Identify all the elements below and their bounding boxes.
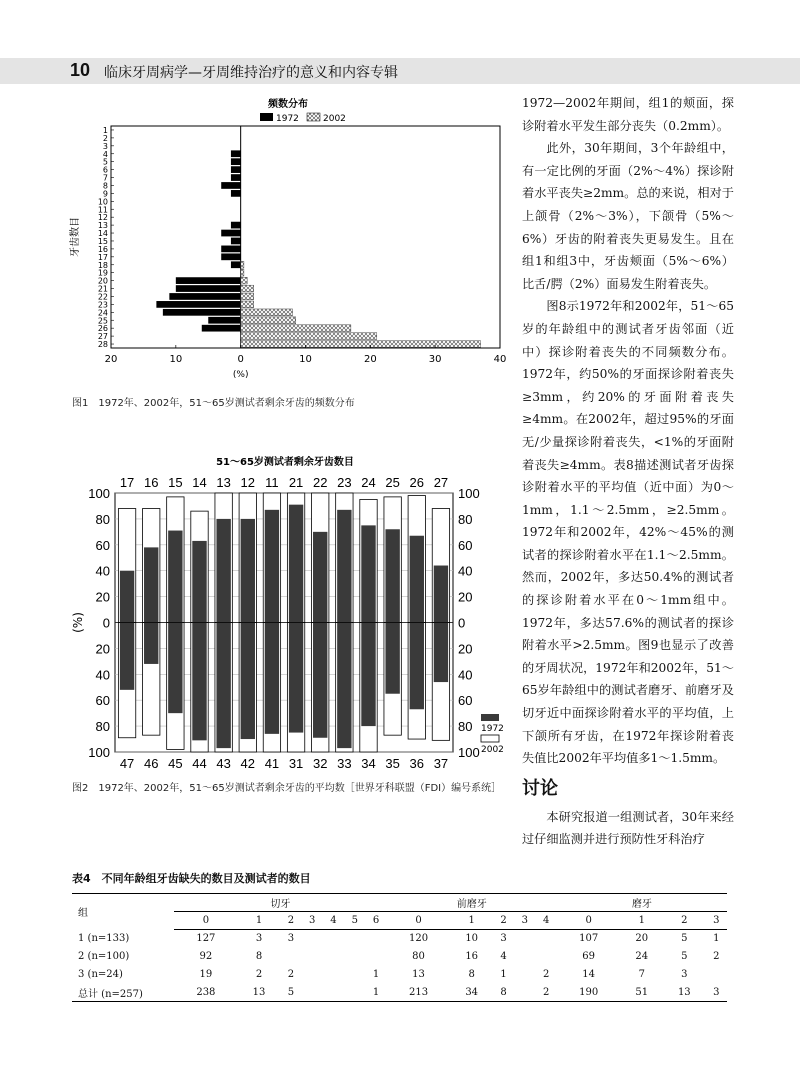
table-cell xyxy=(536,930,557,948)
fig1-bar-1972 xyxy=(208,317,240,324)
fig2-bottom-tooth-label: 31 xyxy=(288,756,304,771)
table-cell: 13 xyxy=(412,969,425,980)
fig2-top-tooth-label: 21 xyxy=(288,475,304,490)
figure2-caption: 图2 1972年、2002年，51～65岁测试者剩余牙齿的平均数［世界牙科联盟（FDI）编号系统］ xyxy=(72,783,502,794)
fig1-bar-1972 xyxy=(176,285,241,292)
fig2-ytick-label-left: 40 xyxy=(95,667,110,683)
fig1-ytick-label: 3 xyxy=(102,141,108,151)
fig1-ytick-label: 14 xyxy=(97,229,108,239)
fig1-ytick-label: 26 xyxy=(97,324,108,334)
table-header-row xyxy=(72,894,727,912)
fig2-bar-1972-lower xyxy=(144,623,158,664)
fig2-top-tooth-label: 27 xyxy=(433,475,449,490)
table-cell: 13 xyxy=(238,984,281,1002)
fig2-bar-1972-lower xyxy=(216,623,230,749)
fig2-bottom-tooth-label: 41 xyxy=(264,756,280,771)
fig2-ytick-label-right: 60 xyxy=(458,537,473,553)
fig1-bar-1972 xyxy=(231,238,241,245)
column-subheader: 4 xyxy=(536,912,557,930)
paragraph-1: 1972—2002年期间，组1的颊面，探诊附着水平发生部分丧失（0.2mm）。 xyxy=(522,96,734,133)
fig1-ytick-label: 13 xyxy=(97,221,108,231)
table-cell xyxy=(302,984,323,1002)
column-subheader: 2 xyxy=(280,912,301,930)
fig2-legend-swatch-1972 xyxy=(481,714,499,721)
running-header xyxy=(0,58,800,84)
fig2-top-tooth-label: 24 xyxy=(361,475,376,490)
fig1-ytick-label: 24 xyxy=(97,308,108,318)
table-row xyxy=(72,966,727,984)
fig2-top-tooth-label: 22 xyxy=(312,475,328,490)
fig2-top-tooth-label: 25 xyxy=(385,475,400,490)
fig1-ytick-label: 19 xyxy=(97,268,108,278)
fig2-ytick-label-left: 20 xyxy=(95,589,110,605)
row-label: 总计 (n=257) xyxy=(72,984,174,1002)
fig2-bar-1972-upper xyxy=(410,536,424,623)
fig1-bar-1972 xyxy=(231,190,241,197)
body-text-column xyxy=(522,92,734,851)
fig2-bottom-tooth-label: 32 xyxy=(312,756,328,771)
fig2-ytick-label-right: 80 xyxy=(458,511,473,527)
fig1-bar-1972 xyxy=(169,293,240,300)
fig1-bar-2002 xyxy=(241,341,481,348)
table-cell: 5 xyxy=(681,933,688,945)
table-cell: 5 xyxy=(280,984,301,1002)
column-subheader: 4 xyxy=(323,912,344,930)
fig1-ylabel: 牙齿数目 xyxy=(70,217,81,257)
fig1-bar-1972 xyxy=(176,277,241,284)
fig1-ytick-label: 17 xyxy=(97,252,108,262)
table-cell: 8 xyxy=(468,969,475,980)
fig1-ytick-label: 2 xyxy=(102,133,108,143)
fig2-bar-1972-upper xyxy=(361,525,375,622)
column-subheader: 0 xyxy=(387,912,451,930)
fig1-ytick-label: 5 xyxy=(102,157,108,167)
table-cell xyxy=(344,984,365,1002)
column-subheader: 3 xyxy=(514,912,535,930)
table-cell: 107 xyxy=(579,933,599,945)
table-cell: 34 xyxy=(450,984,493,1002)
fig2-top-tooth-label: 14 xyxy=(192,475,207,490)
table-cell: 80 xyxy=(412,951,425,962)
table-cell xyxy=(514,948,535,966)
table-cell: 120 xyxy=(409,933,429,945)
table-cell: 3 xyxy=(500,933,507,945)
fig2-ytick-label-left: 100 xyxy=(88,486,110,501)
fig2-bar-1972-upper xyxy=(168,531,182,623)
fig2-ytick-label-right: 20 xyxy=(458,641,473,657)
table-cell: 19 xyxy=(199,969,213,980)
fig2-bar-1972-upper xyxy=(120,571,134,623)
fig1-bar-1972 xyxy=(202,325,241,332)
fig2-bar-1972-lower xyxy=(265,623,279,734)
table4 xyxy=(72,893,727,1002)
table-cell: 3 xyxy=(287,933,295,945)
fig1-bar-1972 xyxy=(231,166,241,173)
fig2-ytick-label-right: 20 xyxy=(458,589,473,605)
fig1-ytick-label: 25 xyxy=(97,316,108,326)
fig2-bottom-tooth-label: 37 xyxy=(433,756,449,771)
table-cell: 8 xyxy=(255,951,263,962)
fig2-ytick-label-left: 0 xyxy=(102,615,110,631)
column-subheader: 2 xyxy=(493,912,514,930)
fig2-top-tooth-label: 13 xyxy=(216,475,231,490)
fig2-top-tooth-label: 11 xyxy=(265,475,279,490)
fig1-bar-1972 xyxy=(156,301,240,308)
table-cell: 2 xyxy=(536,984,557,1002)
table-cell: 1 xyxy=(372,969,380,980)
fig1-ytick-label: 11 xyxy=(97,205,108,215)
fig1-xtick-label: 0 xyxy=(237,354,244,365)
table-cell: 16 xyxy=(465,951,479,962)
table-cell xyxy=(344,966,365,984)
fig2-ytick-label-right: 100 xyxy=(458,486,480,501)
fig1-bar-1972 xyxy=(231,261,241,268)
fig1-bar-2002 xyxy=(241,317,296,324)
table-cell xyxy=(514,966,535,984)
table-cell: 51 xyxy=(621,984,664,1002)
fig2-bottom-tooth-label: 42 xyxy=(240,756,256,771)
table-cell xyxy=(706,966,727,984)
table-cell xyxy=(302,930,323,948)
fig2-ytick-label-left: 100 xyxy=(88,745,110,760)
table-cell: 92 xyxy=(199,951,213,962)
fig2-title: 51～65岁测试者剩余牙齿数目 xyxy=(216,457,354,468)
fig2-ytick-label-left: 60 xyxy=(95,537,110,553)
fig2-bar-1972-lower xyxy=(385,623,399,694)
fig2-ytick-label-right: 80 xyxy=(458,719,473,735)
table-cell: 7 xyxy=(638,969,645,980)
table-cell: 2 xyxy=(255,969,263,980)
legend-swatch-1972 xyxy=(260,113,273,121)
fig1-bar-1972 xyxy=(221,246,240,253)
fig2-top-tooth-label: 12 xyxy=(240,475,256,490)
fig1-ytick-label: 4 xyxy=(102,149,108,159)
table-cell xyxy=(344,930,365,948)
fig2-legend-label-1972: 1972 xyxy=(481,724,504,734)
fig1-xtick-label: 40 xyxy=(493,354,507,365)
column-subheader: 0 xyxy=(557,912,621,930)
legend-label-1972: 1972 xyxy=(276,114,299,124)
table-cell: 2 xyxy=(542,969,550,980)
fig1-ytick-label: 22 xyxy=(97,292,108,302)
fig1-bar-2002 xyxy=(241,309,293,316)
figure1-frequency-chart xyxy=(60,96,510,391)
figure1-caption: 图1 1972年、2002年，51～65岁测试者剩余牙齿的频数分布 xyxy=(72,398,355,409)
fig2-bottom-tooth-label: 47 xyxy=(119,756,135,771)
fig1-ytick-label: 16 xyxy=(97,244,108,254)
page-number: 10 xyxy=(70,60,91,80)
table-cell: 2 xyxy=(287,969,295,980)
table-row xyxy=(72,984,727,1002)
fig2-bar-1972-lower xyxy=(168,623,182,714)
table-cell xyxy=(536,948,557,966)
paragraph-2: 此外，30年期间，3个年龄组中，有一定比例的牙面（2%～4%）探诊附着水平丧失≥2mm。总的来说，相对于上颌骨（2%～3%），下颌骨（5%～6%）牙齿的附着丧失更易发生。且在组1和组3中，牙齿颊面（5%～6%）比舌/腭（2%）面易发生附着丧失。 xyxy=(522,141,734,291)
fig1-bar-2002 xyxy=(241,333,377,340)
column-group-header: 切牙 xyxy=(174,894,387,912)
table-row xyxy=(72,948,727,966)
fig1-xtick-label: 20 xyxy=(104,354,118,365)
column-group-header: 磨牙 xyxy=(557,894,727,912)
fig1-ytick-label: 23 xyxy=(97,300,108,310)
fig2-bar-1972-lower xyxy=(337,623,351,749)
table-cell: 20 xyxy=(635,933,649,945)
fig1-bar-2002 xyxy=(241,301,254,308)
table-cell: 13 xyxy=(663,984,706,1002)
table-cell: 1 xyxy=(365,984,386,1002)
col-group-header: 组 xyxy=(72,894,174,930)
fig2-bar-1972-upper xyxy=(337,510,351,623)
fig1-bar-2002 xyxy=(241,293,254,300)
column-subheader: 2 xyxy=(663,912,706,930)
table4-title: 表4 不同年龄组牙齿缺失的数目及测试者的数目 xyxy=(72,872,311,885)
fig2-bar-1972-lower xyxy=(120,623,134,690)
column-subheader: 3 xyxy=(302,912,323,930)
table-cell xyxy=(323,984,344,1002)
table-cell: 4 xyxy=(500,951,507,962)
fig2-bottom-tooth-label: 36 xyxy=(409,756,425,771)
fig1-bar-1972 xyxy=(231,158,241,165)
row-label: 3 (n=24) xyxy=(78,969,123,980)
fig2-bar-1972-upper xyxy=(385,529,399,622)
fig2-ytick-label-left: 80 xyxy=(95,719,110,735)
fig2-bar-1972-upper xyxy=(192,541,206,623)
fig1-ytick-label: 18 xyxy=(97,260,108,270)
journal-title: 临床牙周病学—牙周维持治疗的意义和内容专辑 xyxy=(104,65,398,81)
fig1-bar-2002 xyxy=(241,325,351,332)
table-cell: 213 xyxy=(387,984,451,1002)
fig2-bar-1972-upper xyxy=(144,547,158,622)
fig2-bar-1972-lower xyxy=(192,623,206,741)
table-cell xyxy=(323,966,344,984)
paragraph-3: 图8示1972年和2002年，51～65岁的年龄组中的测试者牙齿邻面（近中）探诊附着丧失的不同频数分布。1972年，约50%的牙面探诊附着丧失≥3mm，约20%的牙面附着丧失≥4mm。在2002年，超过95%的牙面无/少量探诊附着丧失，<1%的牙面附着丧失≥4mm。表8描述测试者牙齿探诊附着水平的平均值（近中面）为0～1mm，1.1～2.5mm，≥2.5mm。1972年和2002年，42%～45%的测试者的探诊附着水平在1.1～2.5mm。然而，2002年，多达50.4%的测试者的探诊附着水平在0～1mm组中。1972年，多达57.6%的测试者的探诊附着水平>2.5mm。图9也显示了改善的牙周状况，1972年和2002年，51～65岁年龄组中的测试者磨牙、前磨牙及切牙近中面探诊附着水平的平均值，上下颌所有牙齿，在1972年探诊附着丧失值比2002年平均值多1～1.5mm。 xyxy=(522,299,734,766)
fig2-bar-1972-upper xyxy=(289,505,303,623)
fig1-bar-1972 xyxy=(231,174,241,181)
column-subheader: 1 xyxy=(238,912,281,930)
column-subheader: 6 xyxy=(365,912,386,930)
table-cell xyxy=(344,948,365,966)
table-cell xyxy=(365,948,386,966)
fig1-xtick-label: 10 xyxy=(169,354,183,365)
fig1-bar-1972 xyxy=(231,150,241,157)
fig1-title: 频数分布 xyxy=(268,99,308,110)
column-subheader: 5 xyxy=(344,912,365,930)
fig2-legend-label-2002: 2002 xyxy=(481,745,504,755)
fig2-top-tooth-label: 17 xyxy=(119,475,135,490)
fig2-bar-1972-upper xyxy=(434,566,448,623)
fig2-bottom-tooth-label: 44 xyxy=(192,756,207,771)
table-cell: 10 xyxy=(465,933,479,945)
column-subheader: 1 xyxy=(450,912,493,930)
fig2-ytick-label-left: 20 xyxy=(95,641,110,657)
table-cell: 1 xyxy=(500,969,507,980)
table-cell xyxy=(514,984,535,1002)
table-cell xyxy=(514,930,535,948)
table-cell: 14 xyxy=(582,969,596,980)
fig1-ytick-label: 12 xyxy=(97,213,108,223)
fig2-bar-1972-upper xyxy=(216,519,230,623)
fig2-bottom-tooth-label: 33 xyxy=(337,756,352,771)
column-group-header: 前磨牙 xyxy=(387,894,557,912)
fig2-legend-swatch-2002 xyxy=(481,735,499,742)
fig1-xtick-label: 20 xyxy=(363,354,377,365)
fig2-ytick-label-left: 80 xyxy=(95,511,110,527)
fig1-ytick-label: 8 xyxy=(102,181,108,191)
fig1-ytick-label: 10 xyxy=(97,197,108,207)
fig2-bar-1972-upper xyxy=(313,532,327,623)
fig1-bar-1972 xyxy=(231,222,241,229)
fig2-bar-1972-lower xyxy=(434,623,448,683)
fig2-ytick-label-right: 60 xyxy=(458,693,473,709)
fig1-ytick-label: 27 xyxy=(97,332,108,342)
table-cell xyxy=(323,948,344,966)
fig2-bar-1972-lower xyxy=(241,623,255,740)
fig2-bottom-tooth-label: 43 xyxy=(216,756,231,771)
paragraph-4: 本研究报道一组测试者，30年来经过仔细监测并进行预防性牙科治疗 xyxy=(522,809,734,847)
fig2-bar-1972-lower xyxy=(289,623,303,733)
fig2-bar-1972-upper xyxy=(241,519,255,623)
fig2-ytick-label-right: 40 xyxy=(458,563,473,579)
fig1-ytick-label: 20 xyxy=(97,276,108,286)
table-cell: 2 xyxy=(713,951,720,962)
fig2-bar-1972-lower xyxy=(361,623,375,727)
fig1-xtick-label: 10 xyxy=(299,354,312,365)
fig1-xlabel: (%) xyxy=(232,370,249,380)
fig2-ytick-label-right: 100 xyxy=(458,745,480,760)
fig1-ytick-label: 1 xyxy=(102,125,108,135)
table-cell: 24 xyxy=(635,951,649,962)
table-cell xyxy=(323,930,344,948)
fig2-top-tooth-label: 23 xyxy=(337,475,352,490)
table-cell: 3 xyxy=(681,969,688,980)
fig2-top-tooth-label: 15 xyxy=(168,475,183,490)
table-cell: 190 xyxy=(557,984,621,1002)
fig2-top-tooth-label: 26 xyxy=(409,475,425,490)
table-cell: 3 xyxy=(706,984,727,1002)
table-cell: 69 xyxy=(582,951,596,962)
fig1-xtick-label: 30 xyxy=(428,354,442,365)
table-cell xyxy=(302,966,323,984)
table-row xyxy=(72,930,727,948)
fig1-bar-2002 xyxy=(241,277,247,284)
table-cell xyxy=(302,948,323,966)
table-cell: 3 xyxy=(255,933,263,945)
fig1-ytick-label: 21 xyxy=(97,284,108,294)
fig2-bar-1972-lower xyxy=(313,623,327,738)
legend-swatch-2002 xyxy=(307,113,320,121)
figure2-remaining-teeth-chart xyxy=(60,450,510,772)
fig1-bar-1972 xyxy=(221,230,240,237)
table-cell xyxy=(365,930,386,948)
fig1-ytick-label: 9 xyxy=(102,189,108,199)
fig1-bar-2002 xyxy=(241,269,244,276)
fig1-ytick-label: 28 xyxy=(97,340,108,350)
fig1-ytick-label: 15 xyxy=(97,236,108,246)
column-subheader: 3 xyxy=(706,912,727,930)
legend-label-2002: 2002 xyxy=(323,114,346,124)
table-cell: 5 xyxy=(681,951,688,962)
fig2-ytick-label-right: 0 xyxy=(458,615,466,631)
row-label: 1 (n=133) xyxy=(78,933,130,944)
table-cell xyxy=(280,948,301,966)
fig2-bottom-tooth-label: 46 xyxy=(143,756,159,771)
fig2-top-tooth-label: 16 xyxy=(143,475,159,490)
fig2-ytick-label-left: 60 xyxy=(95,693,110,709)
fig2-bar-1972-upper xyxy=(265,510,279,623)
section-heading-discussion: 讨论 xyxy=(522,777,558,799)
fig2-bar-1972-lower xyxy=(410,623,424,710)
fig2-ylabel: (%) xyxy=(71,612,85,633)
table-cell: 127 xyxy=(196,933,216,945)
fig1-bar-2002 xyxy=(241,285,254,292)
row-label: 2 (n=100) xyxy=(78,951,130,962)
table-cell: 8 xyxy=(493,984,514,1002)
fig1-bar-2002 xyxy=(241,261,244,268)
fig2-bottom-tooth-label: 34 xyxy=(361,756,376,771)
fig2-ytick-label-left: 40 xyxy=(95,563,110,579)
fig1-ytick-label: 6 xyxy=(102,165,108,175)
fig1-bar-1972 xyxy=(221,182,240,189)
table-cell: 238 xyxy=(174,984,238,1002)
column-subheader: 0 xyxy=(174,912,238,930)
fig1-bar-1972 xyxy=(221,253,240,260)
table-cell: 1 xyxy=(713,933,720,945)
fig1-bar-1972 xyxy=(163,309,241,316)
fig1-ytick-label: 7 xyxy=(102,173,108,183)
fig2-bottom-tooth-label: 35 xyxy=(385,756,400,771)
column-subheader: 1 xyxy=(621,912,664,930)
fig2-ytick-label-right: 40 xyxy=(458,667,473,683)
fig2-bottom-tooth-label: 45 xyxy=(168,756,183,771)
